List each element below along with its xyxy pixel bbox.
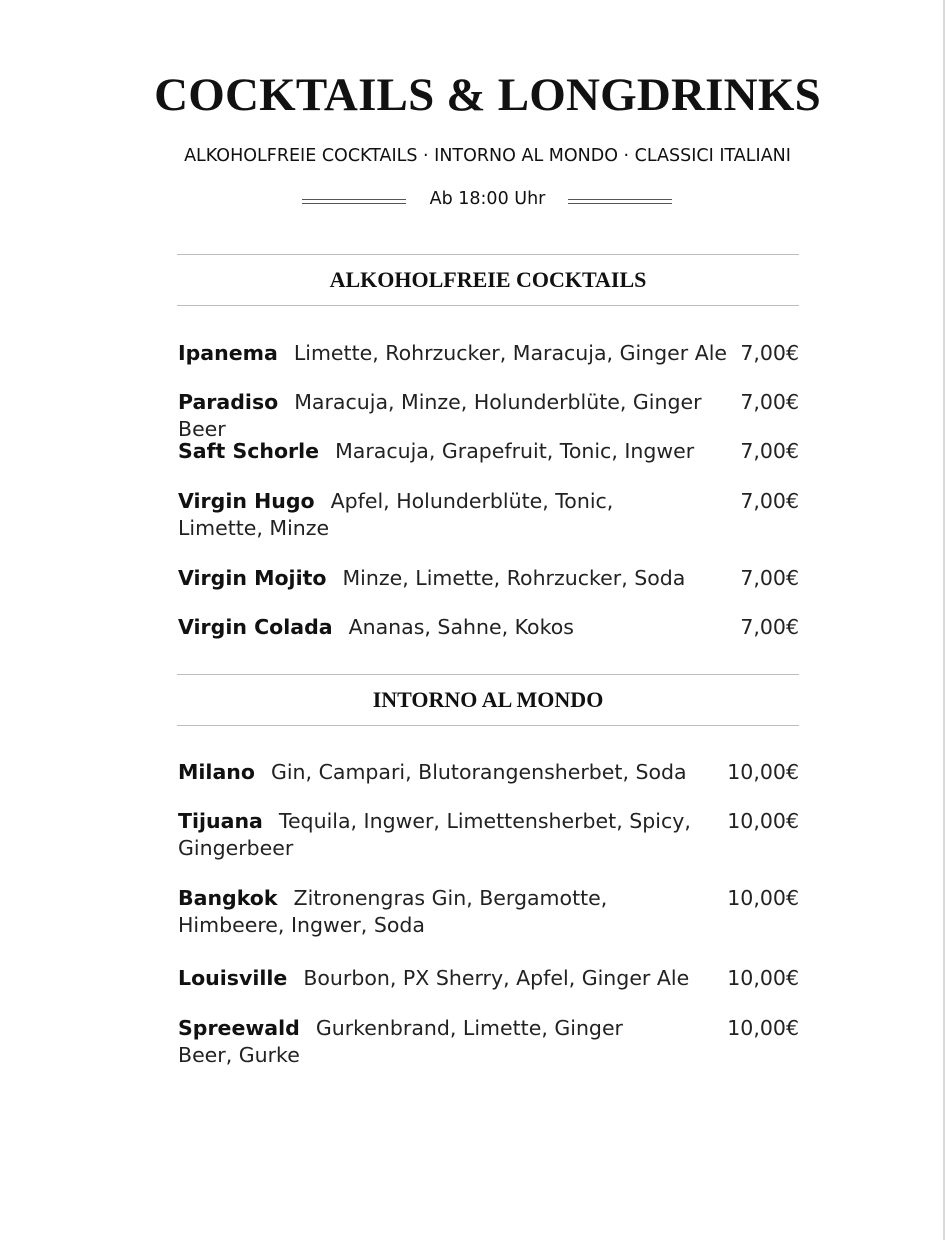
drink-price: 7,00€ — [740, 615, 799, 639]
menu-item — [178, 1015, 799, 1092]
drink-price: 10,00€ — [727, 809, 799, 833]
drink-price: 7,00€ — [740, 341, 799, 365]
drink-price: 7,00€ — [740, 439, 799, 463]
opening-hours: Ab 18:00 Uhr — [429, 189, 546, 209]
drink-ingredients: Limette, Rohrzucker, Maracuja, Ginger Ale — [293, 341, 728, 365]
drink-ingredients: Ananas, Sahne, Kokos — [348, 615, 574, 639]
page-title: COCKTAILS & LONGDRINKS — [154, 69, 821, 121]
category-subtitle: ALKOHOLFREIE COCKTAILS · INTORNO AL MONDO · CLASSICI ITALIANI — [184, 146, 791, 166]
hours-right-divider — [568, 199, 672, 204]
drink-name: Virgin Colada — [178, 615, 333, 639]
drink-ingredients: Zitronengras Gin, Bergamotte, Himbeere, Ingwer, Soda — [178, 886, 608, 937]
drink-name: Bangkok — [178, 886, 278, 910]
drink-name: Tijuana — [178, 809, 263, 833]
drink-ingredients: Tequila, Ingwer, Limettensherbet, Spicy, Gingerbeer — [178, 809, 691, 860]
menu-item — [178, 808, 799, 885]
drink-name: Virgin Hugo — [178, 489, 315, 513]
section-heading-intorno-al-mondo: INTORNO AL MONDO — [177, 674, 799, 726]
drink-ingredients: Apfel, Holunderblüte, Tonic, Limette, Minze — [178, 489, 614, 540]
section-heading-alkoholfreie-cocktails: ALKOHOLFREIE COCKTAILS — [177, 254, 799, 306]
menu-item — [178, 565, 799, 614]
drink-name: Louisville — [178, 966, 288, 990]
drink-name: Ipanema — [178, 341, 278, 365]
drink-price: 10,00€ — [727, 966, 799, 990]
menu-list-alkoholfreie-cocktails — [178, 340, 799, 663]
menu-item — [178, 885, 799, 965]
drink-ingredients: Gurkenbrand, Limette, Ginger Beer, Gurke — [178, 1016, 623, 1067]
menu-item — [178, 965, 799, 1015]
drink-ingredients: Maracuja, Minze, Holunderblüte, Ginger Beer — [178, 390, 702, 441]
drink-name: Saft Schorle — [178, 439, 320, 463]
drink-name: Milano — [178, 760, 255, 784]
menu-item — [178, 614, 799, 663]
drink-price: 7,00€ — [740, 390, 799, 414]
drink-price: 7,00€ — [740, 489, 799, 513]
drink-ingredients: Minze, Limette, Rohrzucker, Soda — [342, 566, 686, 590]
drink-ingredients: Maracuja, Grapefruit, Tonic, Ingwer — [335, 439, 695, 463]
drink-ingredients: Gin, Campari, Blutorangensherbet, Soda — [270, 760, 687, 784]
drink-name: Virgin Mojito — [178, 566, 327, 590]
menu-item — [178, 759, 799, 808]
drink-ingredients: Bourbon, PX Sherry, Apfel, Ginger Ale — [303, 966, 690, 990]
drink-price: 10,00€ — [727, 886, 799, 910]
menu-item — [178, 438, 799, 488]
menu-item — [178, 488, 799, 565]
drink-price: 10,00€ — [727, 1016, 799, 1040]
drink-price: 10,00€ — [727, 760, 799, 784]
menu-item — [178, 389, 799, 441]
drink-name: Spreewald — [178, 1016, 300, 1040]
drink-name: Paradiso — [178, 390, 279, 414]
menu-item — [178, 340, 799, 389]
drink-price: 7,00€ — [740, 566, 799, 590]
menu-list-intorno-al-mondo — [178, 759, 799, 1092]
